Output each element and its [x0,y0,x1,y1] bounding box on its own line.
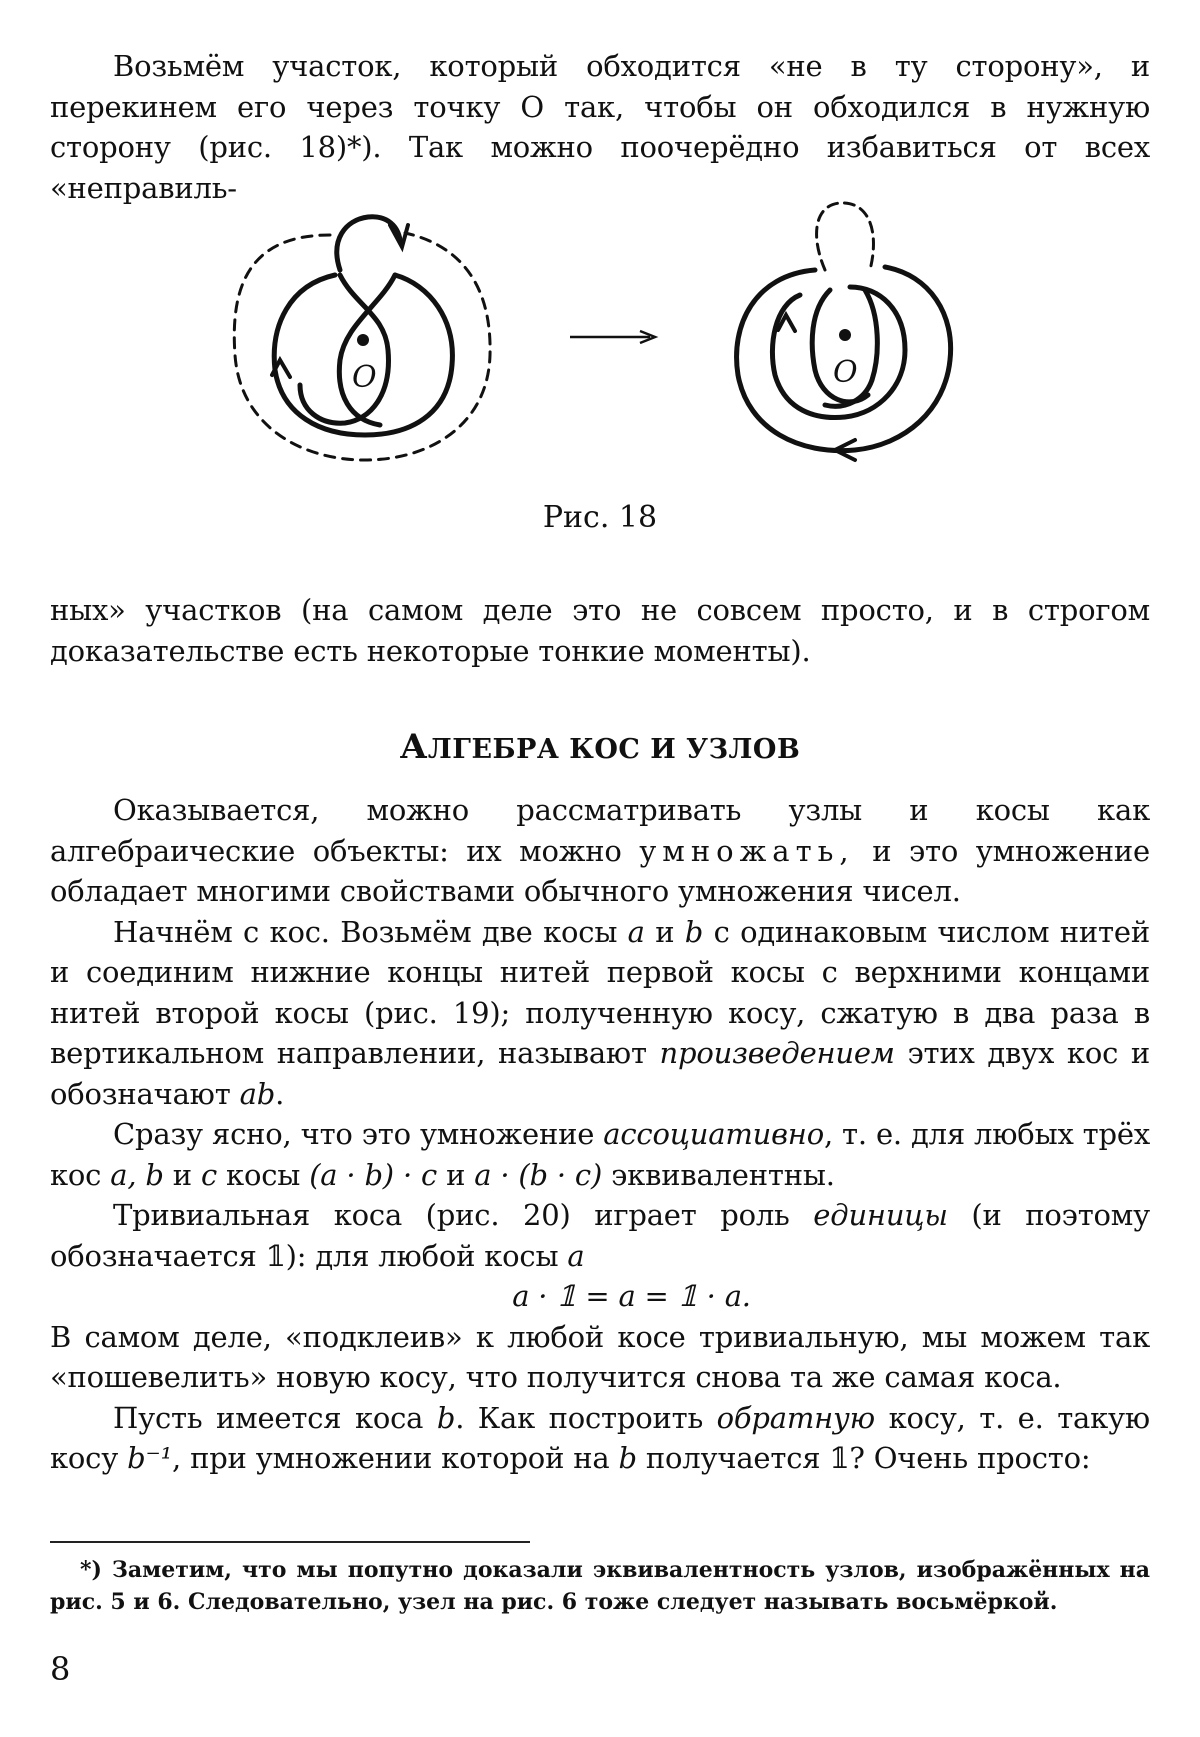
footnote-text: *) Заметим, что мы попутно доказали эквивалентность узлов, изображённых на рис. 5 и 6. Следовательно, узел на рис. 6 тоже следует называть восьмёркой. [50,1557,1150,1615]
paragraph-2 [50,912,1150,1115]
p6-var-2: b [618,1441,637,1475]
right-point-label: O [833,355,858,390]
p6-text-b: . Как построить [455,1400,704,1435]
paragraph-3 [50,1114,1150,1195]
p1-text-b: и это умножение обладает многими свойствами обычного умножения чисел. [50,833,1150,908]
right-knot-diagram [737,203,951,460]
p3-expr-1: (a · b) · c [309,1157,438,1192]
p3-var-c: c [200,1157,218,1192]
p1-spaced-word: умножать, [639,833,855,868]
p3-text-b: , т. е. для любых трёх кос [50,1117,1150,1192]
p4-italic-term: единицы [813,1198,948,1232]
continuation-text: ных» участков (на самом деле это не совсем просто, и в строгом доказательстве есть некоторые тонкие моменты). [50,593,1150,668]
page-number: 8 [50,1650,71,1688]
intro-text: Возьмём участок, который обходится «не в ту сторону», и перекинем его через точку O так, чтобы он обходился в нужную сторону (рис. 18)*). Так можно поочерёдно избавиться от всех «неправиль- [50,49,1150,205]
p2-text-a: Начнём с кос. Возьмём две косы [113,914,618,949]
p3-expr-2: a · (b · c) [474,1157,603,1192]
p2-product: ab [239,1076,276,1111]
paragraph-6 [50,1398,1150,1479]
p2-end: . [275,1076,285,1111]
footnote [50,1554,1150,1618]
p3-text-a: Сразу ясно, что это умножение [113,1117,595,1151]
p6-italic-term: обратную [716,1400,875,1435]
p2-text-b: с одинаковым числом нитей и соединим нижние концы нитей первой косы с верхними концами нитей второй косы (рис. 19); полученную косу, сжатую в два раза в вертикальном направлении, называют [50,914,1150,1070]
p4-text-a: Тривиальная коса (рис. 20) играет роль [113,1198,790,1232]
heading-first-letter: А [399,727,428,767]
transform-arrow [570,331,655,343]
p3-text-d: косы [226,1157,301,1192]
p3-text-e: эквивалентны. [611,1157,835,1192]
p2-text-c: этих двух кос и обозначают [50,1036,1150,1111]
figure-caption: Рис. 18 [542,500,658,535]
p4-text-b: (и поэтому обозначается 𝟙): для любой косы [50,1198,1151,1273]
p3-and: и [172,1157,192,1192]
footnote-divider [50,1541,530,1543]
p6-text-c: косу, т. е. такую косу [50,1400,1150,1475]
p2-and: и [655,914,675,949]
p6-inverse: b⁻¹ [127,1441,173,1475]
p3-vars: a, b [110,1157,164,1192]
figure-18 [0,195,1200,495]
right-point-o [839,329,851,341]
identity-formula: a · 𝟙 = a = 𝟙 · a. [512,1279,751,1313]
p6-text-d: , при умножении которой на [172,1441,610,1475]
left-outer-circle [274,275,452,435]
p6-text-e: получается 𝟙? Очень просто: [645,1441,1091,1475]
p6-var: b [436,1400,456,1435]
paragraph-4 [50,1195,1150,1276]
section-heading [50,727,1150,767]
p2-italic-term: произведением [659,1036,895,1070]
paragraph-5: В самом деле, «подклеив» к любой косе тривиальную, мы можем так «пошевелить» новую косу, что получится снова та же самая коса. [50,1319,1150,1394]
p2-var-a: a [627,914,645,949]
intro-paragraph [50,46,1150,208]
p2-var-b: b [684,914,704,949]
p4-var: a [567,1238,585,1273]
right-dashed-loop [817,203,874,270]
p6-text-a: Пусть имеется коса [113,1400,424,1435]
continuation-paragraph [50,590,1150,671]
body-text [50,790,1150,1479]
paragraph-1 [50,790,1150,912]
left-point-label: O [352,360,377,395]
heading-rest: ЛГЕБРА КОС И УЗЛОВ [427,734,801,765]
left-knot-diagram [234,217,490,460]
p1-text-a: Оказывается, можно рассматривать узлы и косы как алгебраические объекты: их можно [50,793,1150,868]
p3-and-2: и [446,1157,466,1192]
p3-italic-term: ассоциативно [603,1117,824,1151]
left-point-o [357,334,369,346]
